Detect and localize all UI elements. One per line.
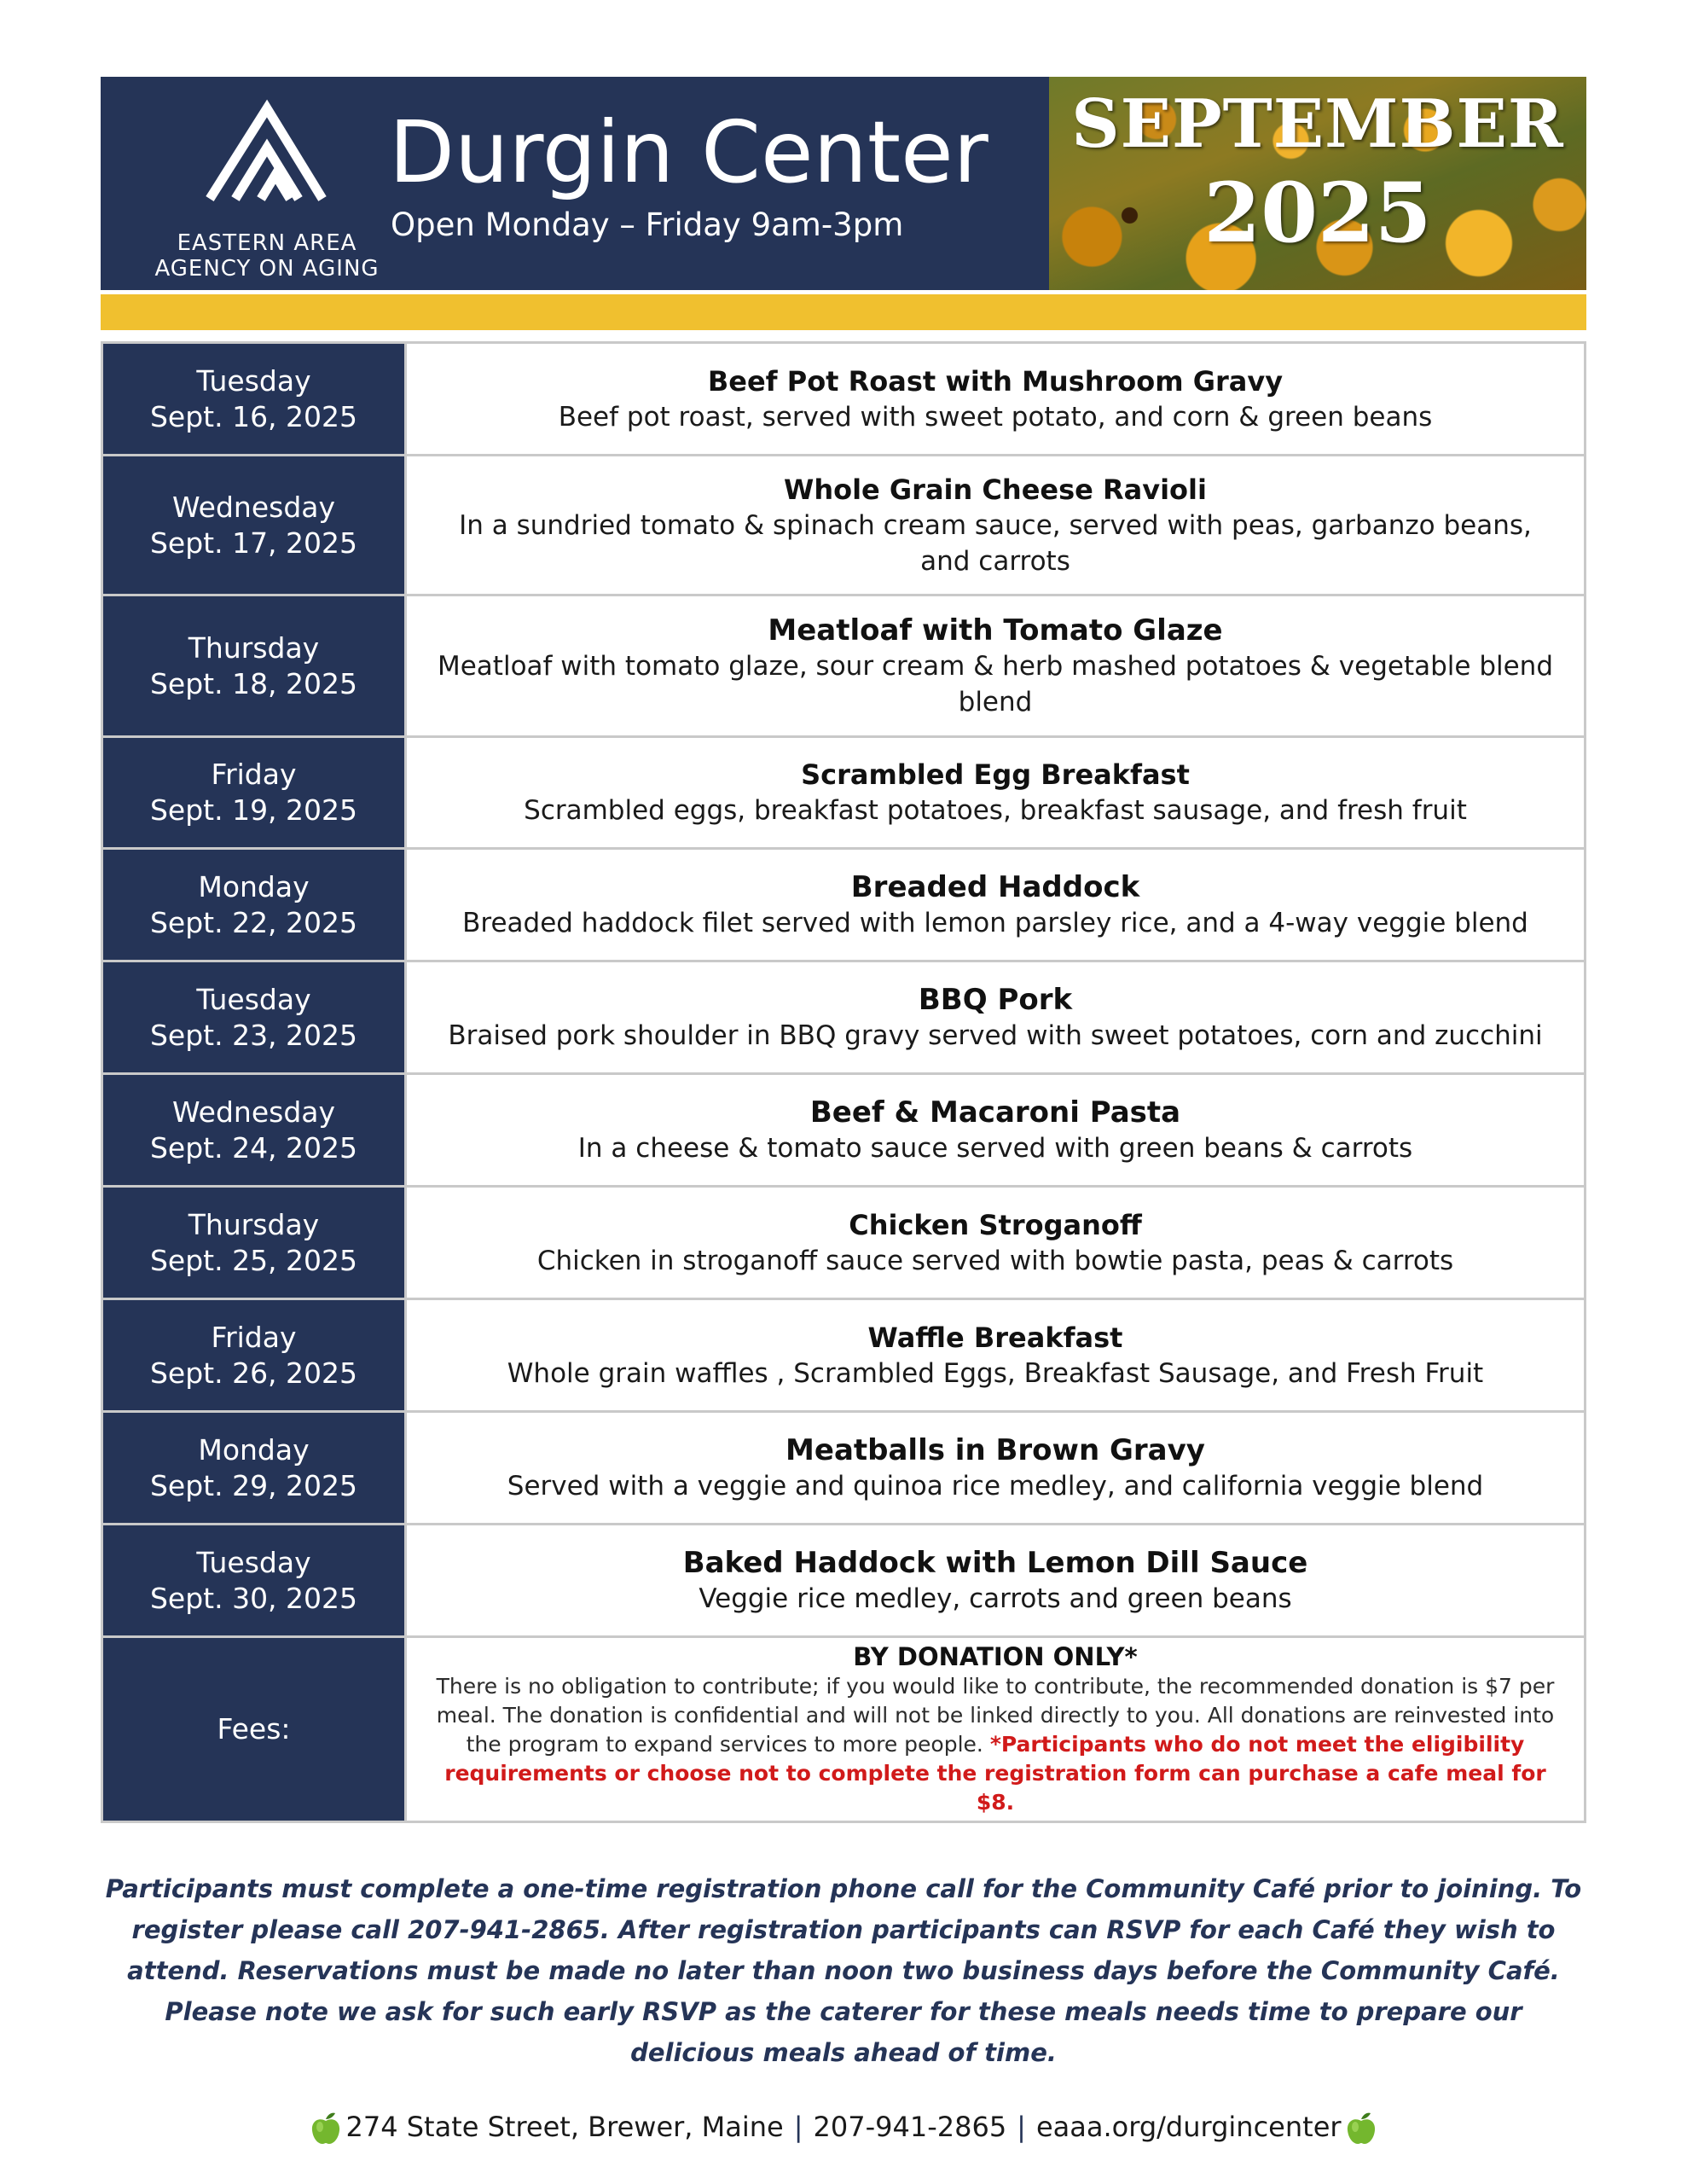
day-cell — [103, 962, 407, 1072]
month-banner — [1049, 77, 1586, 290]
fees-row — [103, 1638, 1584, 1821]
day-cell — [103, 596, 407, 735]
meal-name: BBQ Pork — [918, 982, 1073, 1017]
meal-description: Meatloaf with tomato glaze, sour cream & herb mashed potatoes & vegetable blend blend — [437, 650, 1554, 717]
weekday: Wednesday — [171, 490, 336, 524]
menu-row — [103, 1300, 1584, 1413]
separator: | — [793, 2111, 803, 2143]
footer-contact — [0, 2106, 1687, 2148]
month-label: SEPTEMBER — [1071, 85, 1564, 163]
menu-row — [103, 596, 1584, 738]
menu-table — [101, 341, 1586, 1823]
weekday: Wednesday — [171, 1095, 336, 1129]
meal-name: Baked Haddock with Lemon Dill Sauce — [682, 1545, 1308, 1580]
menu-row — [103, 1188, 1584, 1300]
opening-hours: Open Monday – Friday 9am-3pm — [391, 206, 904, 243]
day-cell — [103, 1188, 407, 1298]
menu-row — [103, 456, 1584, 596]
weekday: Monday — [198, 1432, 310, 1467]
meal-name: Waffle Breakfast — [867, 1321, 1123, 1354]
meal-name: Chicken Stroganoff — [849, 1208, 1142, 1241]
fees-label: Fees: — [217, 1712, 291, 1745]
weekday: Monday — [198, 869, 310, 903]
meal-description: Scrambled eggs, breakfast potatoes, breakfast sausage, and fresh fruit — [524, 795, 1467, 826]
day-cell — [103, 850, 407, 960]
menu-row — [103, 1413, 1584, 1525]
day-cell — [103, 456, 407, 594]
day-cell — [103, 1300, 407, 1410]
agency-logo — [126, 98, 408, 282]
date: Sept. 19, 2025 — [149, 793, 358, 827]
header-banner — [101, 77, 1586, 290]
weekday: Friday — [211, 1320, 297, 1354]
fees-text: There is no obligation to contribute; if you would like to contribute, the recommended donation is $7 per meal. The donation is confidential and will not be linked directly to you. All donations are reinvested into the program to expand services to more people. — [436, 1674, 1555, 1757]
date: Sept. 30, 2025 — [149, 1581, 358, 1615]
apple-icon — [310, 2111, 342, 2146]
meal-description: Braised pork shoulder in BBQ gravy served with sweet potatoes, corn and zucchini — [448, 1019, 1543, 1051]
fees-heading: BY DONATION ONLY* — [853, 1642, 1138, 1671]
date: Sept. 23, 2025 — [149, 1018, 358, 1052]
meal-name: Beef & Macaroni Pasta — [809, 1095, 1181, 1130]
date: Sept. 26, 2025 — [149, 1356, 358, 1390]
accent-bar — [101, 294, 1586, 330]
meal-cell — [407, 1188, 1584, 1298]
meal-description: Breaded haddock filet served with lemon parsley rice, and a 4-way veggie blend — [462, 907, 1528, 938]
day-cell — [103, 1075, 407, 1185]
meal-name: Whole Grain Cheese Ravioli — [784, 473, 1207, 506]
menu-row — [103, 962, 1584, 1075]
day-cell — [103, 344, 407, 454]
meal-name: Breaded Haddock — [850, 869, 1140, 904]
meal-description: Whole grain waffles , Scrambled Eggs, Breakfast Sausage, and Fresh Fruit — [507, 1357, 1484, 1389]
meal-cell — [407, 456, 1584, 594]
weekday: Tuesday — [196, 982, 311, 1016]
meal-description: Beef pot roast, served with sweet potato, and corn & green beans — [558, 401, 1433, 433]
meal-name: Beef Pot Roast with Mushroom Gravy — [707, 364, 1284, 398]
weekday: Thursday — [188, 1207, 320, 1241]
meal-description: Served with a veggie and quinoa rice medley, and california veggie blend — [507, 1470, 1484, 1502]
weekday: Friday — [211, 758, 297, 791]
address: 274 State Street, Brewer, Maine — [345, 2111, 784, 2143]
apple-icon — [1345, 2111, 1377, 2146]
date: Sept. 24, 2025 — [149, 1130, 358, 1165]
meal-cell — [407, 344, 1584, 454]
meal-name: Meatloaf with Tomato Glaze — [768, 613, 1223, 648]
menu-row — [103, 738, 1584, 850]
meal-description: Veggie rice medley, carrots and green beans — [699, 1583, 1292, 1614]
menu-row — [103, 344, 1584, 456]
website-link[interactable]: eaaa.org/durgincenter — [1035, 2111, 1342, 2143]
menu-row — [103, 1525, 1584, 1638]
page-title: Durgin Center — [389, 102, 988, 202]
date: Sept. 25, 2025 — [149, 1243, 358, 1277]
meal-cell — [407, 962, 1584, 1072]
weekday: Tuesday — [196, 1545, 311, 1579]
fees-cell — [407, 1638, 1584, 1821]
day-cell — [103, 1525, 407, 1635]
date: Sept. 29, 2025 — [149, 1468, 358, 1502]
meal-cell — [407, 1525, 1584, 1635]
fees-warning: *Participants who do not meet the eligibility requirements or choose not to complete the registration form can purchase a cafe meal for $8. — [444, 1732, 1546, 1815]
date: Sept. 17, 2025 — [149, 526, 358, 560]
registration-notice: Participants must complete a one-time registration phone call for the Community Café prior to joining. To register please call 207-941-2865. After registration participants can RSVP for each Café they wish to attend. Reservations must be made no later than noon two business days before the Community Café. Please note we ask for such early RSVP as the caterer for these meals needs time to prepare our delicious meals ahead of time. — [105, 1874, 1582, 2067]
year-label: 2025 — [1203, 165, 1432, 261]
fees-label-cell — [103, 1638, 407, 1821]
date: Sept. 22, 2025 — [149, 905, 358, 939]
fees-description — [426, 1672, 1565, 1817]
org-name-line1: EASTERN AREA — [177, 230, 357, 256]
org-name — [126, 230, 408, 282]
org-name-line2: AGENCY ON AGING — [154, 256, 380, 282]
date: Sept. 16, 2025 — [149, 399, 358, 433]
meal-cell — [407, 1300, 1584, 1410]
day-cell — [103, 738, 407, 847]
meal-cell — [407, 1075, 1584, 1185]
meal-cell — [407, 596, 1584, 735]
meal-name: Meatballs in Brown Gravy — [786, 1432, 1205, 1467]
meal-cell — [407, 850, 1584, 960]
weekday: Tuesday — [196, 363, 311, 398]
date: Sept. 18, 2025 — [149, 666, 358, 700]
weekday: Thursday — [188, 630, 320, 665]
meal-cell — [407, 738, 1584, 847]
meal-cell — [407, 1413, 1584, 1523]
phone-number[interactable]: 207-941-2865 — [813, 2111, 1007, 2143]
menu-row — [103, 1075, 1584, 1188]
mountain-logo-icon — [203, 98, 331, 205]
meal-description: In a cheese & tomato sauce served with green beans & carrots — [577, 1132, 1413, 1164]
separator: | — [1017, 2111, 1026, 2143]
meal-description: In a sundried tomato & spinach cream sauce, served with peas, garbanzo beans, and carrots — [459, 509, 1532, 577]
day-cell — [103, 1413, 407, 1523]
meal-description: Chicken in stroganoff sauce served with bowtie pasta, peas & carrots — [536, 1245, 1454, 1276]
menu-row — [103, 850, 1584, 962]
meal-name: Scrambled Egg Breakfast — [801, 758, 1190, 791]
